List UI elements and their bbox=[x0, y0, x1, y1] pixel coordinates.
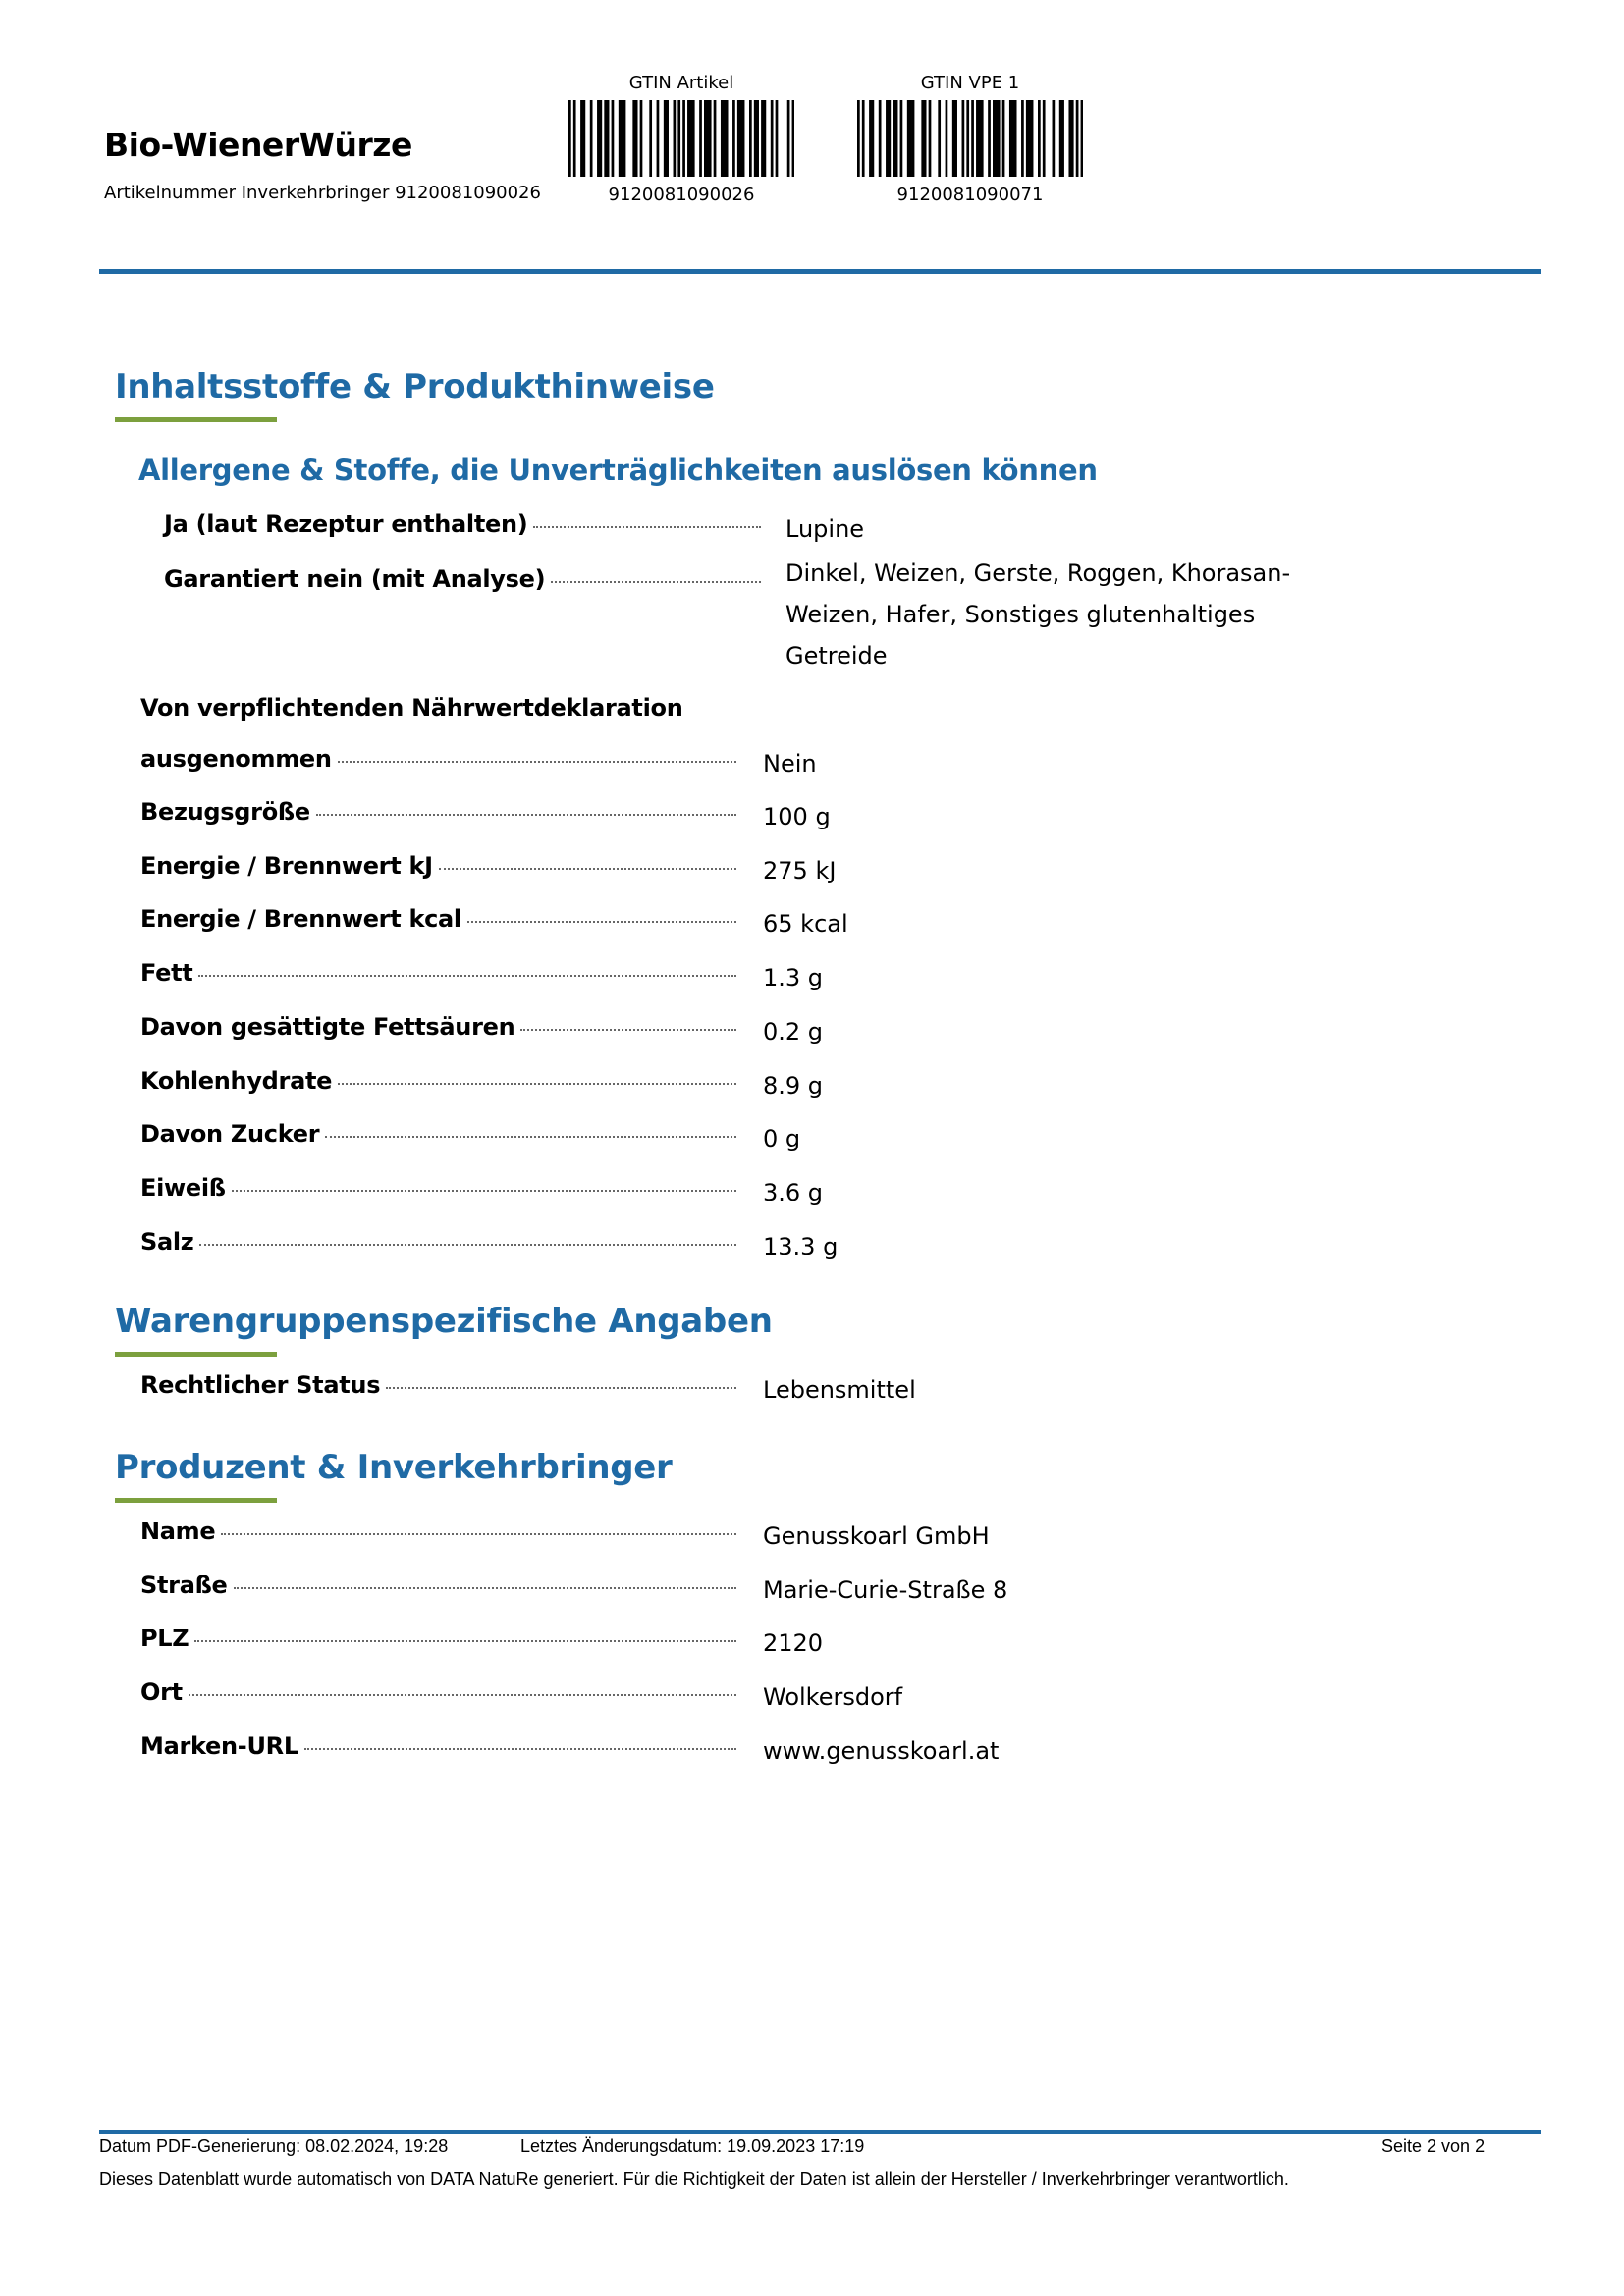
row-label bbox=[140, 1013, 736, 1041]
dot-leader bbox=[325, 1134, 736, 1138]
nutrition-exempt-value: Nein bbox=[763, 750, 817, 777]
row-value: Wolkersdorf bbox=[763, 1683, 903, 1711]
row-label bbox=[140, 1067, 736, 1095]
barcode-bar bbox=[568, 100, 571, 177]
barcode-bar bbox=[1053, 100, 1056, 177]
allergen-row-value-line: Getreide bbox=[785, 642, 888, 669]
row-label-text: Bezugsgröße bbox=[140, 798, 310, 826]
footer-page-number: Seite 2 von 2 bbox=[1381, 2136, 1486, 2156]
barcode-bar bbox=[1081, 100, 1083, 177]
barcode-bar bbox=[988, 100, 991, 177]
row-label bbox=[140, 905, 736, 933]
barcode-bar bbox=[862, 100, 865, 177]
barcode-bar bbox=[962, 100, 965, 177]
dot-leader bbox=[198, 973, 736, 977]
row-label-text: Ja (laut Rezeptur enthalten) bbox=[164, 510, 528, 538]
barcode-bar bbox=[709, 100, 712, 177]
barcode-bar bbox=[573, 100, 576, 177]
barcode-bar bbox=[1021, 100, 1024, 177]
row-label bbox=[140, 1371, 736, 1399]
barcode-bar bbox=[607, 100, 610, 177]
allergen-row-value-line: Weizen, Hafer, Sonstiges glutenhaltiges bbox=[785, 601, 1256, 628]
barcode-bar bbox=[657, 100, 660, 177]
row-label-text: PLZ bbox=[140, 1625, 189, 1652]
barcode-bar bbox=[1011, 100, 1014, 177]
barcode-bar bbox=[692, 100, 695, 177]
barcode-bar bbox=[900, 100, 903, 177]
footer-disclaimer: Dieses Datenblatt wurde automatisch von DATA NatuRe generiert. Für die Richtigkeit der Daten ist allein der Hersteller / Inverkehrbringer verantwortlich. bbox=[99, 2169, 1289, 2189]
barcode-bar bbox=[952, 100, 955, 177]
barcode-bar bbox=[597, 100, 600, 177]
row-label-text: Kohlenhydrate bbox=[140, 1067, 333, 1095]
row-label bbox=[140, 1518, 736, 1545]
barcode-bar bbox=[895, 100, 898, 177]
product-title: Bio-WienerWürze bbox=[104, 126, 412, 164]
barcode-bar bbox=[938, 100, 941, 177]
row-label-text: Davon gesättigte Fettsäuren bbox=[140, 1013, 515, 1041]
dot-leader bbox=[551, 579, 761, 583]
barcode-bar bbox=[1043, 100, 1046, 177]
row-label-text: Name bbox=[140, 1518, 216, 1545]
dot-leader bbox=[533, 524, 761, 528]
barcode-bar bbox=[739, 100, 742, 177]
barcode-bar bbox=[749, 100, 752, 177]
barcode-bar bbox=[580, 100, 583, 177]
row-value: www.genusskoarl.at bbox=[763, 1737, 1000, 1765]
barcode-bar bbox=[888, 100, 891, 177]
barcode-bar bbox=[649, 100, 652, 177]
barcode-bar bbox=[706, 100, 709, 177]
row-label bbox=[140, 798, 736, 826]
barcode-bar bbox=[998, 100, 1001, 177]
row-label bbox=[140, 1228, 736, 1255]
barcode-bar bbox=[723, 100, 726, 177]
barcode-number: 9120081090026 bbox=[608, 185, 755, 205]
barcode-bar bbox=[1014, 100, 1017, 177]
section-title-ingredients: Inhaltsstoffe & Produkthinweise bbox=[115, 367, 715, 406]
barcode-label: GTIN VPE 1 bbox=[920, 73, 1020, 93]
barcode-bar bbox=[1061, 100, 1064, 177]
barcode-bar bbox=[966, 100, 969, 177]
dot-leader bbox=[338, 1081, 736, 1085]
barcode-bar bbox=[726, 100, 729, 177]
header-divider bbox=[99, 269, 1541, 274]
barcode-bar bbox=[756, 100, 759, 177]
barcode-gtin-vpe bbox=[852, 71, 1088, 205]
barcode-bar bbox=[929, 100, 932, 177]
dot-leader bbox=[386, 1385, 736, 1389]
row-label bbox=[140, 1625, 736, 1652]
row-label-text: Rechtlicher Status bbox=[140, 1371, 381, 1399]
barcode-bar bbox=[664, 100, 667, 177]
barcode-bar bbox=[1026, 100, 1029, 177]
barcode-bar bbox=[742, 100, 745, 177]
row-value: Marie-Curie-Straße 8 bbox=[763, 1576, 1008, 1604]
allergen-row-label bbox=[164, 565, 761, 593]
barcode-bar bbox=[886, 100, 889, 177]
barcode-bar bbox=[623, 100, 626, 177]
barcode-bar bbox=[689, 100, 692, 177]
row-label bbox=[140, 1120, 736, 1148]
barcode-bar bbox=[1059, 100, 1062, 177]
barcode-bar bbox=[909, 100, 912, 177]
row-label bbox=[140, 1572, 736, 1599]
allergen-row-value-line: Dinkel, Weizen, Gerste, Roggen, Khorasan- bbox=[785, 560, 1291, 587]
section-title-category: Warengruppenspezifische Angaben bbox=[115, 1302, 773, 1341]
barcode-bar bbox=[946, 100, 948, 177]
barcode-bar bbox=[666, 100, 669, 177]
dot-leader bbox=[439, 866, 736, 870]
dot-leader bbox=[194, 1638, 736, 1642]
barcode-bar bbox=[978, 100, 981, 177]
barcode-bar bbox=[721, 100, 724, 177]
barcode-bar bbox=[912, 100, 915, 177]
section-underline bbox=[115, 1498, 277, 1503]
barcode-bar bbox=[1071, 100, 1074, 177]
barcode-bar bbox=[754, 100, 757, 177]
barcode-bar bbox=[971, 100, 974, 177]
barcode-bar bbox=[604, 100, 607, 177]
dot-leader bbox=[304, 1746, 736, 1750]
barcode-icon bbox=[857, 100, 1083, 177]
section-title-producer: Produzent & Inverkehrbringer bbox=[115, 1448, 673, 1487]
barcode-bar bbox=[981, 100, 984, 177]
barcode-bar bbox=[907, 100, 910, 177]
footer-generated-date: Datum PDF-Generierung: 08.02.2024, 19:28 bbox=[99, 2136, 449, 2156]
dot-leader bbox=[221, 1531, 736, 1535]
barcode-bar bbox=[1002, 100, 1005, 177]
barcode-bar bbox=[612, 100, 615, 177]
barcode-bar bbox=[792, 100, 794, 177]
row-label bbox=[140, 1733, 736, 1760]
row-value: 1.3 g bbox=[763, 964, 824, 991]
row-label-text: Eiweiß bbox=[140, 1174, 226, 1201]
row-value: 275 kJ bbox=[763, 857, 837, 884]
row-label-text: Von verpflichtenden Nährwertdeklaration bbox=[140, 694, 683, 721]
barcode-bar bbox=[1009, 100, 1012, 177]
article-number: Artikelnummer Inverkehrbringer 9120081090026 bbox=[104, 183, 541, 203]
dot-leader bbox=[199, 1242, 736, 1246]
row-label-text: Energie / Brennwert kJ bbox=[140, 852, 433, 880]
footer-changed-date: Letztes Änderungsdatum: 19.09.2023 17:19 bbox=[520, 2136, 865, 2156]
section-underline bbox=[115, 1352, 277, 1357]
row-label-text: Energie / Brennwert kcal bbox=[140, 905, 461, 933]
row-value: Lebensmittel bbox=[763, 1376, 916, 1404]
row-label-text: Straße bbox=[140, 1572, 228, 1599]
barcode-bar bbox=[893, 100, 895, 177]
dot-leader bbox=[316, 812, 736, 816]
row-label-text: Garantiert nein (mit Analyse) bbox=[164, 565, 546, 593]
barcode-bar bbox=[1076, 100, 1079, 177]
row-label bbox=[140, 1174, 736, 1201]
row-value: 0 g bbox=[763, 1125, 801, 1152]
row-label-text: Ort bbox=[140, 1679, 183, 1706]
barcode-bar bbox=[993, 100, 996, 177]
dot-leader bbox=[520, 1027, 736, 1031]
row-value: 8.9 g bbox=[763, 1072, 824, 1099]
row-label-text: Salz bbox=[140, 1228, 194, 1255]
barcode-bar bbox=[976, 100, 979, 177]
allergens-title: Allergene & Stoffe, die Unverträglichkeiten auslösen können bbox=[138, 454, 1098, 487]
barcode-label: GTIN Artikel bbox=[628, 73, 734, 93]
barcode-bar bbox=[869, 100, 872, 177]
barcode-gtin-artikel bbox=[564, 71, 799, 205]
barcode-bar bbox=[674, 100, 677, 177]
row-label bbox=[140, 1679, 736, 1706]
barcode-bar bbox=[1038, 100, 1041, 177]
barcode-bar bbox=[954, 100, 957, 177]
barcode-bar bbox=[621, 100, 623, 177]
barcode-bar bbox=[714, 100, 717, 177]
dot-leader bbox=[338, 759, 736, 763]
row-value: 65 kcal bbox=[763, 910, 848, 937]
dot-leader bbox=[467, 919, 736, 923]
barcode-bar bbox=[732, 100, 735, 177]
row-value: Genusskoarl GmbH bbox=[763, 1522, 990, 1550]
barcode-bar bbox=[857, 100, 860, 177]
barcode-bar bbox=[583, 100, 586, 177]
dot-leader bbox=[189, 1692, 736, 1696]
barcode-bar bbox=[640, 100, 643, 177]
barcode-bar bbox=[682, 100, 685, 177]
barcode-bar bbox=[771, 100, 774, 177]
row-value: 0.2 g bbox=[763, 1018, 824, 1045]
barcode-bar bbox=[787, 100, 790, 177]
barcode-bar bbox=[995, 100, 998, 177]
barcode-bar bbox=[776, 100, 779, 177]
barcode-bar bbox=[764, 100, 767, 177]
barcode-bar bbox=[677, 100, 680, 177]
section-underline bbox=[115, 417, 277, 422]
barcode-bar bbox=[1068, 100, 1071, 177]
barcode-icon bbox=[568, 100, 794, 177]
barcode-bar bbox=[761, 100, 764, 177]
barcode-bar bbox=[879, 100, 882, 177]
barcode-bar bbox=[924, 100, 927, 177]
barcode-bar bbox=[599, 100, 602, 177]
nutrition-exempt-label-line1 bbox=[140, 694, 682, 721]
barcode-bar bbox=[921, 100, 924, 177]
row-label-text: Marken-URL bbox=[140, 1733, 298, 1760]
allergen-row-label bbox=[164, 510, 761, 538]
row-label-text: Fett bbox=[140, 959, 193, 987]
row-label-text: ausgenommen bbox=[140, 745, 332, 773]
row-label bbox=[140, 852, 736, 880]
allergen-row-value: Lupine bbox=[785, 515, 865, 543]
row-label-text: Davon Zucker bbox=[140, 1120, 320, 1148]
dot-leader bbox=[232, 1188, 736, 1192]
barcode-bar bbox=[687, 100, 690, 177]
barcode-bar bbox=[590, 100, 593, 177]
nutrition-exempt-label-line2 bbox=[140, 745, 736, 773]
barcode-bar bbox=[632, 100, 635, 177]
dot-leader bbox=[234, 1585, 736, 1589]
row-value: 100 g bbox=[763, 803, 831, 830]
barcode-bar bbox=[737, 100, 740, 177]
barcode-number: 9120081090071 bbox=[896, 185, 1044, 205]
row-value: 2120 bbox=[763, 1629, 824, 1657]
barcode-bar bbox=[704, 100, 707, 177]
barcode-bar bbox=[619, 100, 622, 177]
barcode-bar bbox=[1028, 100, 1031, 177]
row-label bbox=[140, 959, 736, 987]
row-value: 3.6 g bbox=[763, 1179, 824, 1206]
barcode-bar bbox=[1031, 100, 1034, 177]
barcode-bar bbox=[699, 100, 702, 177]
barcode-bar bbox=[635, 100, 638, 177]
barcode-bar bbox=[872, 100, 875, 177]
footer-divider bbox=[99, 2130, 1541, 2134]
row-value: 13.3 g bbox=[763, 1233, 839, 1260]
